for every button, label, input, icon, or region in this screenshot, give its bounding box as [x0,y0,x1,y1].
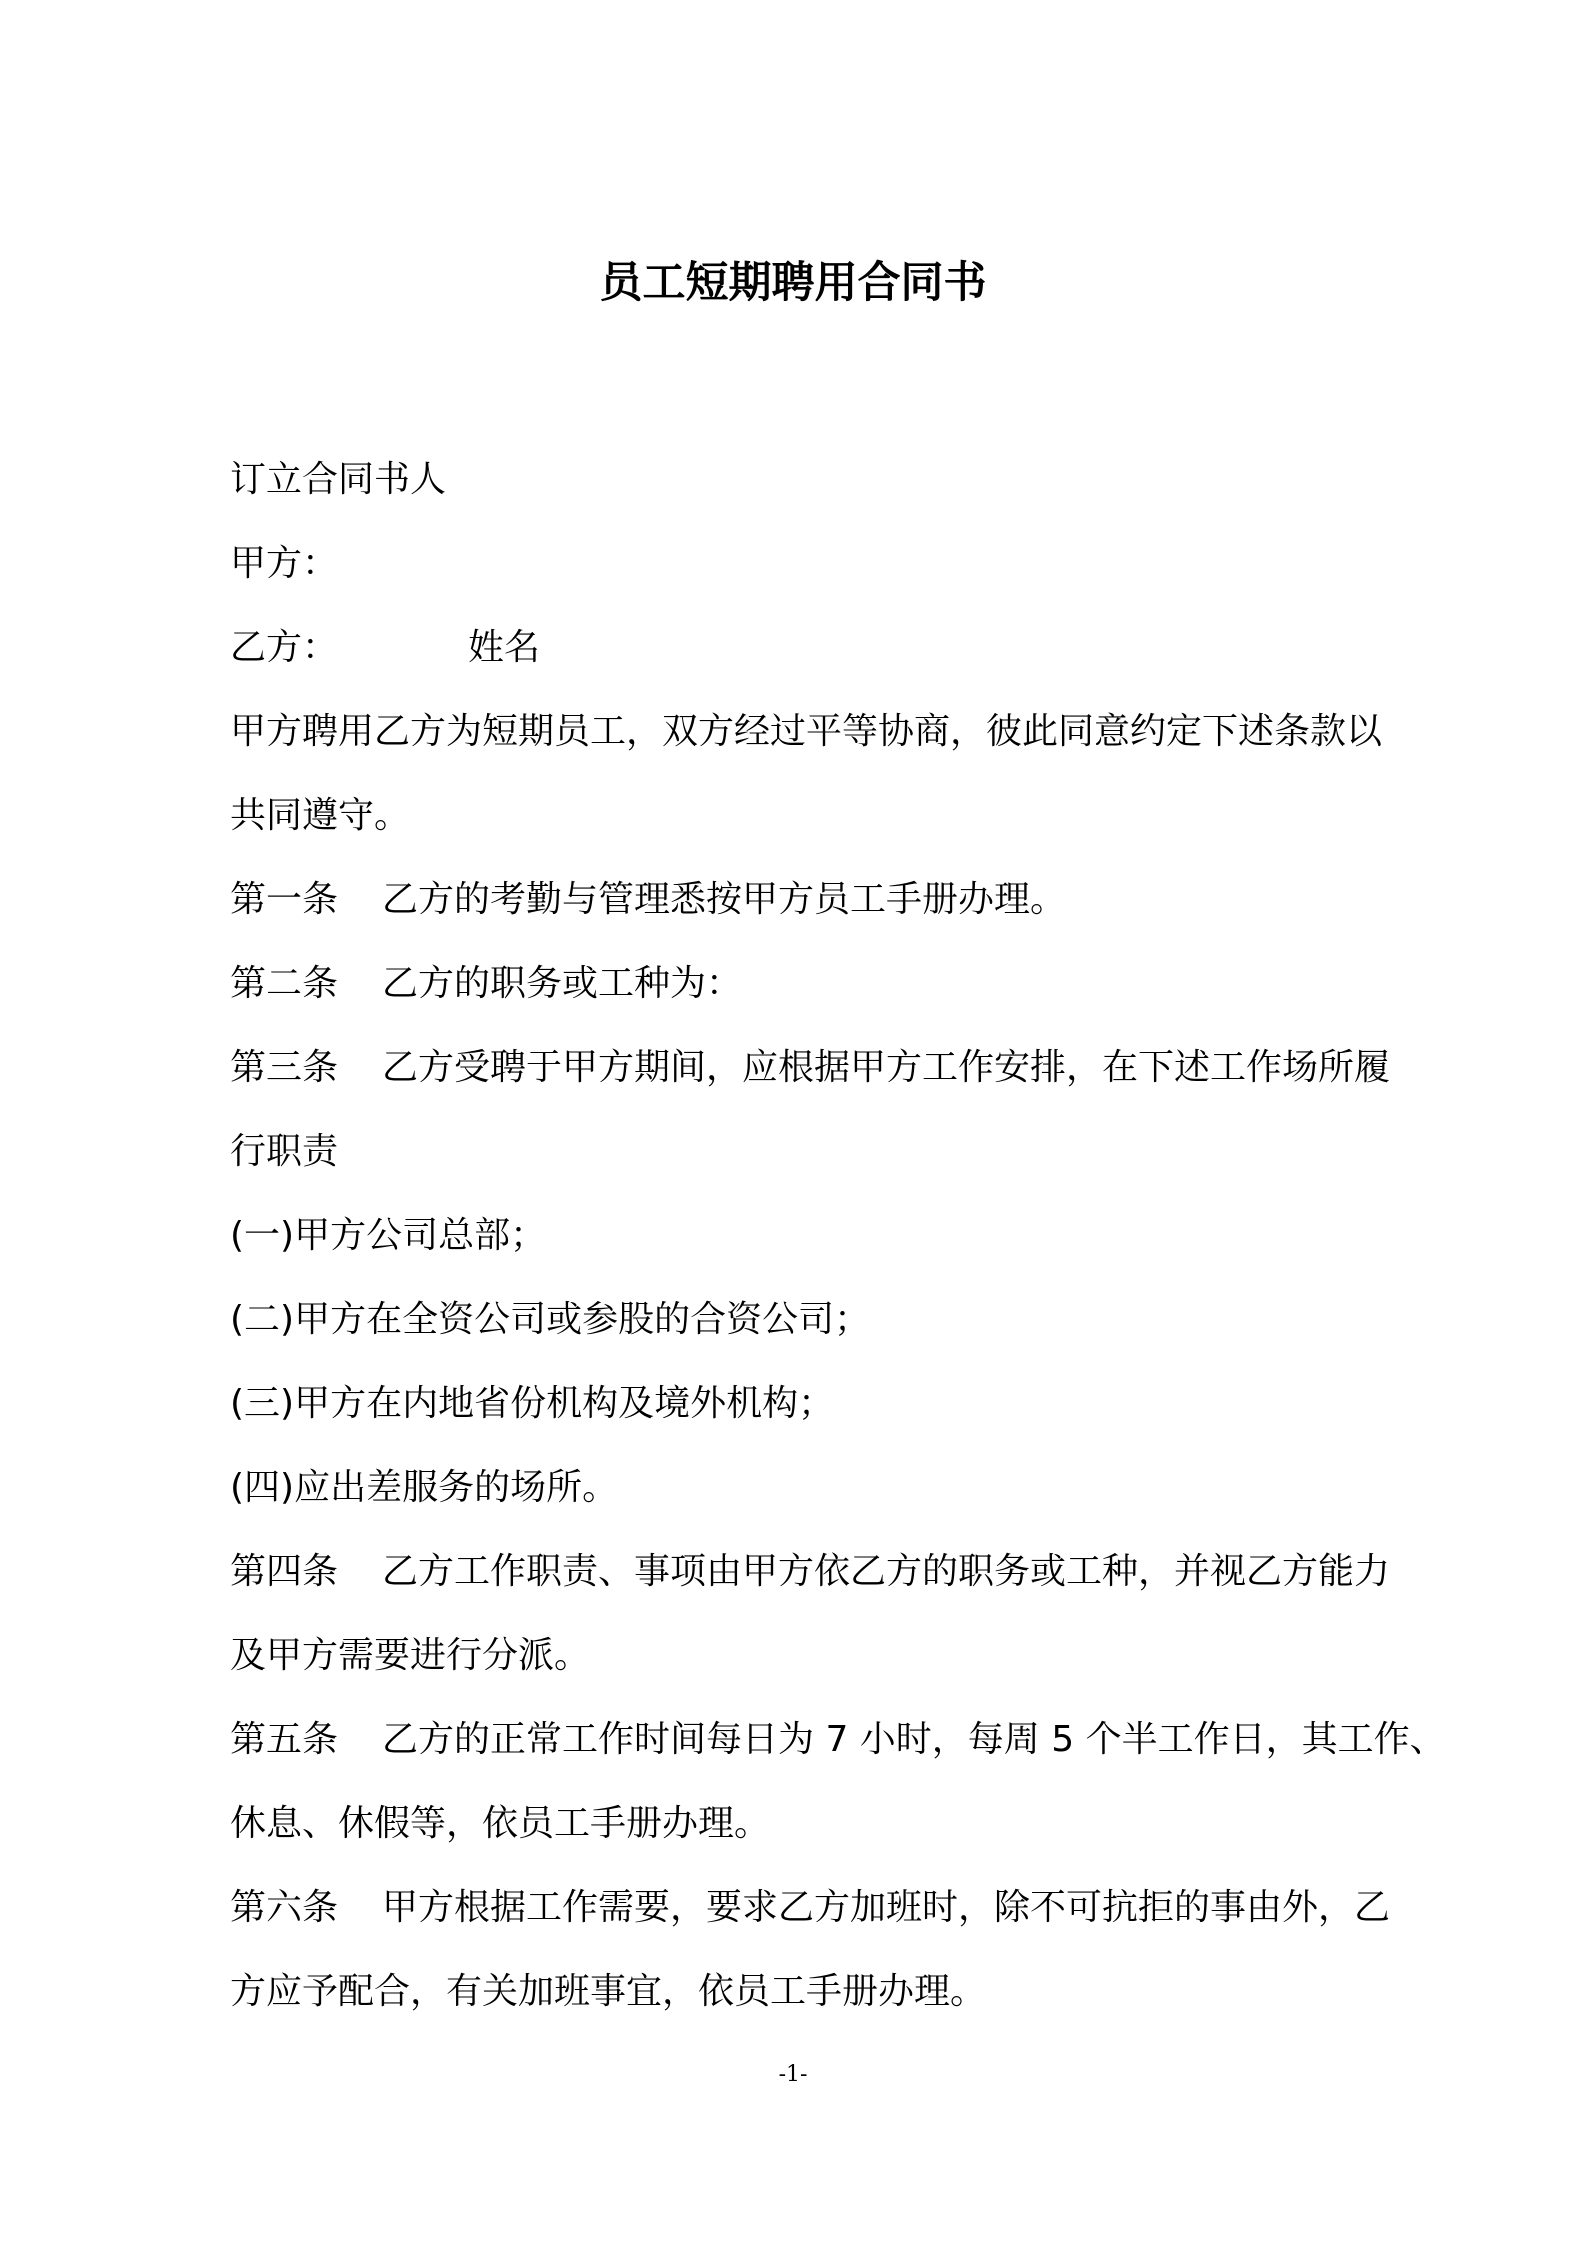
article-3-continuation: 行职责 [230,1131,339,1172]
party-a-label: 甲方： [230,543,339,584]
intro-line-1: 甲方聘用乙方为短期员工，双方经过平等协商，彼此同意约定下述条款以 [230,711,1383,752]
article-4 [230,1530,1450,1614]
article-4-continuation: 及甲方需要进行分派。 [230,1635,591,1676]
list-item-2: (二)甲方在全资公司或参股的合资公司； [230,1299,871,1340]
article-3 [230,1026,1450,1110]
list-item-4: (四)应出差服务的场所。 [230,1467,619,1508]
document-title: 员工短期聘用合同书 [599,258,987,308]
article-6-continuation: 方应予配合，有关加班事宜，依员工手册办理。 [230,1971,987,2012]
article-2 [230,942,1450,1026]
article-5-text-line-1: 乙方的正常工作时间每日为 7 小时，每周 5 个半工作日，其工作、 [382,1719,1446,1760]
document-body [230,438,1450,2034]
party-b-label: 乙方： [230,627,339,668]
article-5-continuation: 休息、休假等，依员工手册办理。 [230,1803,771,1844]
article-4-text-line-1: 乙方工作职责、事项由甲方依乙方的职务或工种，并视乙方能力 [382,1551,1391,1592]
party-b-name-label: 姓名 [468,627,541,668]
article-2-text: 乙方的职务或工种为： [382,963,743,1004]
party-a-line [230,522,1450,606]
list-item-1: (一)甲方公司总部； [230,1215,547,1256]
article-2-number: 第二条 [230,963,339,1004]
parties-heading: 订立合同书人 [230,459,447,500]
article-5 [230,1698,1450,1782]
article-6 [230,1866,1450,1950]
article-1-number: 第一条 [230,879,339,920]
list-item-3: (三)甲方在内地省份机构及境外机构； [230,1383,835,1424]
article-6-text-line-1: 甲方根据工作需要，要求乙方加班时，除不可抗拒的事由外，乙 [382,1887,1391,1928]
article-1 [230,858,1450,942]
article-3-number: 第三条 [230,1047,339,1088]
article-6-number: 第六条 [230,1887,339,1928]
page-number: -1- [778,2062,808,2087]
article-1-text: 乙方的考勤与管理悉按甲方员工手册办理。 [382,879,1067,920]
article-5-number: 第五条 [230,1719,339,1760]
article-4-number: 第四条 [230,1551,339,1592]
intro-line-2: 共同遵守。 [230,795,411,836]
party-b-line [230,606,1450,690]
article-3-text-line-1: 乙方受聘于甲方期间，应根据甲方工作安排，在下述工作场所履 [382,1047,1391,1088]
